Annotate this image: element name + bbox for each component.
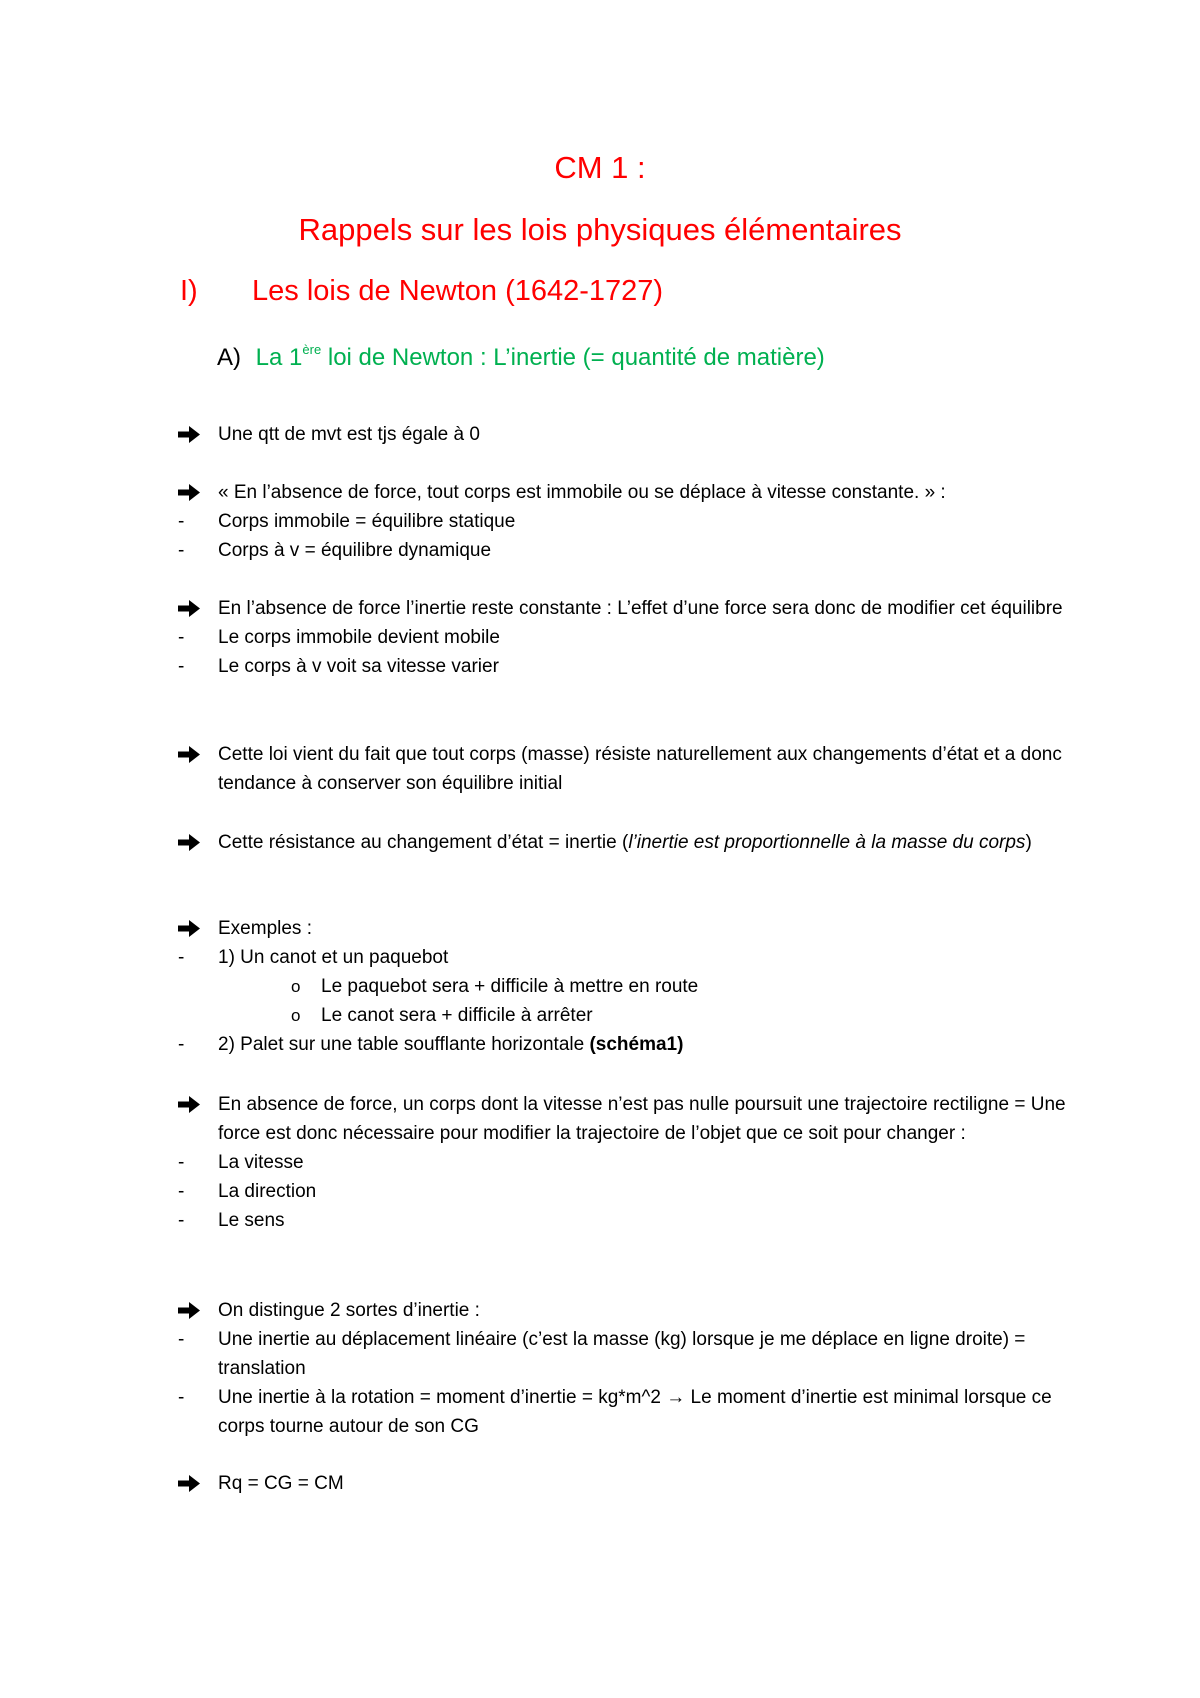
page-subtitle: Rappels sur les lois physiques élémentaires — [298, 212, 902, 247]
list-item: - Une inertie au déplacement linéaire (c’est la masse (kg) lorsque je me déplace en ligne droite) = translation — [178, 1329, 1026, 1379]
list-item: - Une inertie à la rotation = moment d’inertie = kg*m^2 → Le moment d’inertie est minimal lorsque ce corps tourne autour de son CG — [178, 1387, 1052, 1437]
right-arrow-icon — [178, 1469, 202, 1498]
paragraph-3: En l’absence de force l’inertie reste constante : L’effet d’une force sera donc de modifier cet équilibre - Le corps immobile devient mobile - Le corps à v voit sa vitesse varier — [178, 594, 1078, 681]
list-item: - Corps immobile = équilibre statique — [178, 511, 516, 532]
right-arrow-icon — [178, 420, 202, 449]
sub-list-item: o Le paquebot sera + difficile à mettre en route — [291, 976, 699, 997]
subsection-heading — [217, 344, 825, 372]
list-item: - 1) Un canot et un paquebot — [178, 947, 449, 968]
right-arrow-icon — [178, 1090, 202, 1119]
paragraph-5: Cette résistance au changement d’état = inertie (l’inertie est proportionnelle à la masse du corps) — [178, 828, 1078, 857]
list-item: - Le sens — [178, 1210, 285, 1231]
paragraph-7: En absence de force, un corps dont la vitesse n’est pas nulle poursuit une trajectoire rectiligne = Une force est donc nécessaire pour modifier la trajectoire de l’objet que ce soit pour changer : - La vitesse - La direction - Le sens — [178, 1090, 1078, 1235]
right-arrow-icon — [178, 914, 202, 943]
right-arrow-icon — [178, 740, 202, 769]
list-item: - La direction — [178, 1181, 317, 1202]
sub-list-item: o Le canot sera + difficile à arrêter — [291, 1005, 593, 1026]
list-item: - 2) Palet sur une table soufflante horizontale (schéma1) — [178, 1034, 684, 1055]
page-title: CM 1 : — [554, 150, 646, 185]
subsection-number: A) — [217, 344, 241, 371]
right-arrow-icon — [178, 478, 202, 507]
paragraph-4: Cette loi vient du fait que tout corps (masse) résiste naturellement aux changements d’état et a donc tendance à conserver son équilibre initial — [178, 740, 1078, 798]
section-title: Les lois de Newton (1642-1727) — [252, 275, 664, 307]
list-item: - La vitesse — [178, 1152, 304, 1173]
right-arrow-icon — [178, 594, 202, 623]
paragraph-6: Exemples : - 1) Un canot et un paquebot o Le paquebot sera + difficile à mettre en route o Le canot sera + difficile à arrêter - 2) Palet sur une table soufflante horizontale (schéma1) — [178, 914, 1078, 1059]
right-arrow-icon — [178, 1296, 202, 1325]
list-item: - Corps à v = équilibre dynamique — [178, 540, 492, 561]
right-arrow-icon — [178, 828, 202, 857]
paragraph-2: « En l’absence de force, tout corps est immobile ou se déplace à vitesse constante. » : - Corps immobile = équilibre statique - Corps à v = équilibre dynamique — [178, 478, 1078, 565]
section-number: I) — [180, 275, 198, 307]
paragraph-9: Rq = CG = CM — [178, 1469, 1078, 1498]
paragraph-1: Une qtt de mvt est tjs égale à 0 — [178, 420, 1078, 449]
subsection-title: La 1ère loi de Newton : L’inertie (= quantité de matière) — [255, 342, 825, 371]
list-item: - Le corps immobile devient mobile — [178, 627, 500, 648]
paragraph-8: On distingue 2 sortes d’inertie : - Une inertie au déplacement linéaire (c’est la masse (kg) lorsque je me déplace en ligne droite) = translation - Une inertie à la rotation = moment d’inertie = kg*m^2 → Le moment d’inertie est minimal lorsque ce corps tourne autour de son CG — [178, 1296, 1078, 1441]
list-item: - Le corps à v voit sa vitesse varier — [178, 656, 499, 677]
